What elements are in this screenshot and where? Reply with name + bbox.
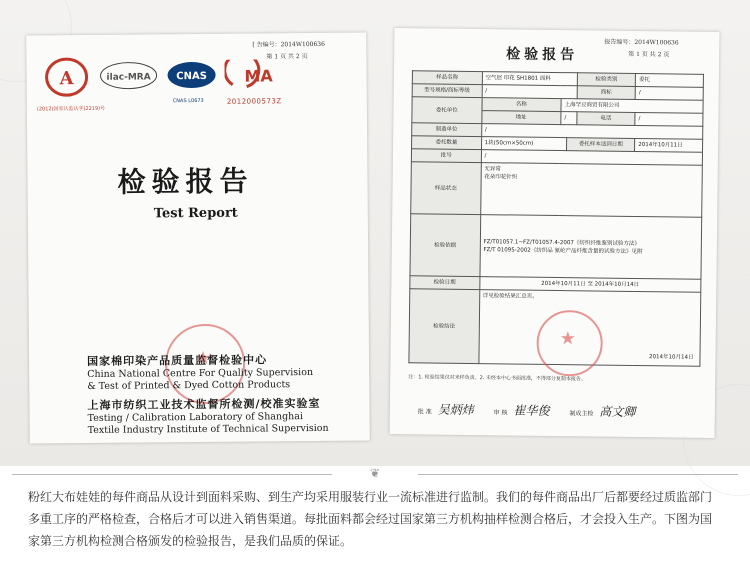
label-cell: 制造单位 [412,123,482,137]
label-cell: 名称 [482,98,561,112]
report-title: 检验报告 [117,164,254,199]
page-number: 第 1 页 共 2 页 [628,50,670,59]
value-cell: 2014年10月11日 [635,138,703,152]
report-title: 检验报告 [506,46,579,64]
label-cell: 商标 [577,86,635,100]
review-label: 审 核 [493,409,508,417]
ornament-icon: ❦ [369,466,381,480]
org-name-cn-2: 上海市纺织工业技术监督所检测/校准实验室 [87,396,321,412]
state-line: 花朵印花针织 [484,174,518,181]
cma-caption: 2012000573Z [226,97,282,106]
org-name-en-2a: Testing / Calibration Laboratory of Shanghai [87,411,304,424]
report-number: [ 告编号：2014W100636 [252,40,325,49]
value-cell: 上海罕豆商贸有限公司 [561,99,703,114]
org-name-en-1b: & Test of Printed & Dyed Cotton Products [87,379,291,392]
basis-line: FZ/T 01095-2002《纺织品 氨纶产品纤维含量的试验方法》见附 [483,246,643,255]
label-cell: 检验结论 [409,289,479,364]
divider-line [12,474,332,475]
ilac-logo-icon [98,60,158,91]
conclusion-text: 详见检验结果汇总页。 [482,293,538,300]
maker-label: 制成主检 [569,410,594,418]
value-cell: 委托 [635,73,703,87]
cal-caption: (2012)国家认监认字(2219)号 [36,105,106,113]
label-cell: 电话 [577,112,635,126]
value-cell [480,163,702,218]
cnas-logo-icon [166,60,216,90]
svg-text:A: A [59,68,74,90]
report-number: 报告编号：2014W100636 [604,38,679,47]
value-cell: 1块(50cm×50cm) [481,137,567,151]
label-cell: 委托单位 [412,97,482,124]
accreditation-logos [36,55,287,117]
page-number: 第 1 页 共 2 页 [266,53,308,61]
org-name-cn-1: 国家棉印染产品质量监督检验中心 [87,353,268,368]
maker-signature: 高文卿 [599,404,636,420]
value-cell: / [481,124,703,140]
label-cell: 检验依据 [410,214,480,277]
value-cell [480,215,702,280]
issuing-organization [87,351,348,437]
report-notes: 注：1. 检验结果仅对来样负责。2. 未经本中心书面批准，不得部分复制本报告。 [408,374,586,383]
org-name-en-1a: China National Centre For Quality Supervision [87,367,314,380]
label-cell: 样品名称 [412,71,482,85]
report-cover-page [26,33,370,444]
review-signature: 崔华俊 [513,403,550,418]
basis-line: FZ/T01057.1~FZ/T01057.4-2007《纺织纤维鉴别试验方法》 [483,238,640,247]
label-cell: 型号规格/商标等级 [412,84,482,98]
conclusion-date: 2014年10月14日 [648,354,694,361]
svg-text:CNAS: CNAS [176,70,207,83]
label-cell: 批号 [411,149,481,163]
quality-description: 粉红大布娃娃的每件商品从设计到面料采购、到生产均采用服装行业一流标准进行监制。我们的每件商品出厂后都要经过质监部门多重工序的严格检查，合格后才可以进入销售渠道。每批面料都会经过国家第三方机构抽样检测合格后，才会投入生产。下图为国家第三方机构检测合格颁发的检验报告，是我们品质的保证。 [28,490,713,548]
cnas-caption: CNAS L0673 [172,97,204,105]
value-cell: / [481,150,703,166]
value-cell: / [635,112,703,126]
report-detail-page [390,28,720,438]
official-seal-icon [536,310,603,377]
label-cell: 样品状态 [411,162,481,215]
report-subtitle: Test Report [153,205,238,222]
value-cell: 空气层 印花 SH1801 面料 [482,72,577,86]
signature-row [418,400,708,421]
org-name-en-2b: Textile Industry Institute of Technical Supervision [87,422,329,436]
svg-text:ilac-MRA: ilac-MRA [106,72,151,83]
value-cell: / [482,85,577,99]
label-cell: 地址 [481,111,560,125]
svg-text:MA: MA [244,66,273,86]
label-cell: 委托数量 [412,136,482,150]
cal-logo-icon [44,57,88,97]
cma-logo-icon [224,59,279,89]
approve-label: 批 准 [417,408,432,416]
value-cell: / [561,112,577,125]
divider-line [418,474,738,475]
label-cell: 委托样本送到日期 [567,138,635,152]
approve-signature: 吴炳炜 [437,402,474,418]
label-cell: 检验日期 [410,276,480,290]
state-line: 无异常 [484,166,501,173]
value-cell: / [635,86,703,100]
value-cell: 2014年10月11日 至 2014年10月14日 [479,277,701,293]
label-cell: 检验类别 [577,73,635,87]
